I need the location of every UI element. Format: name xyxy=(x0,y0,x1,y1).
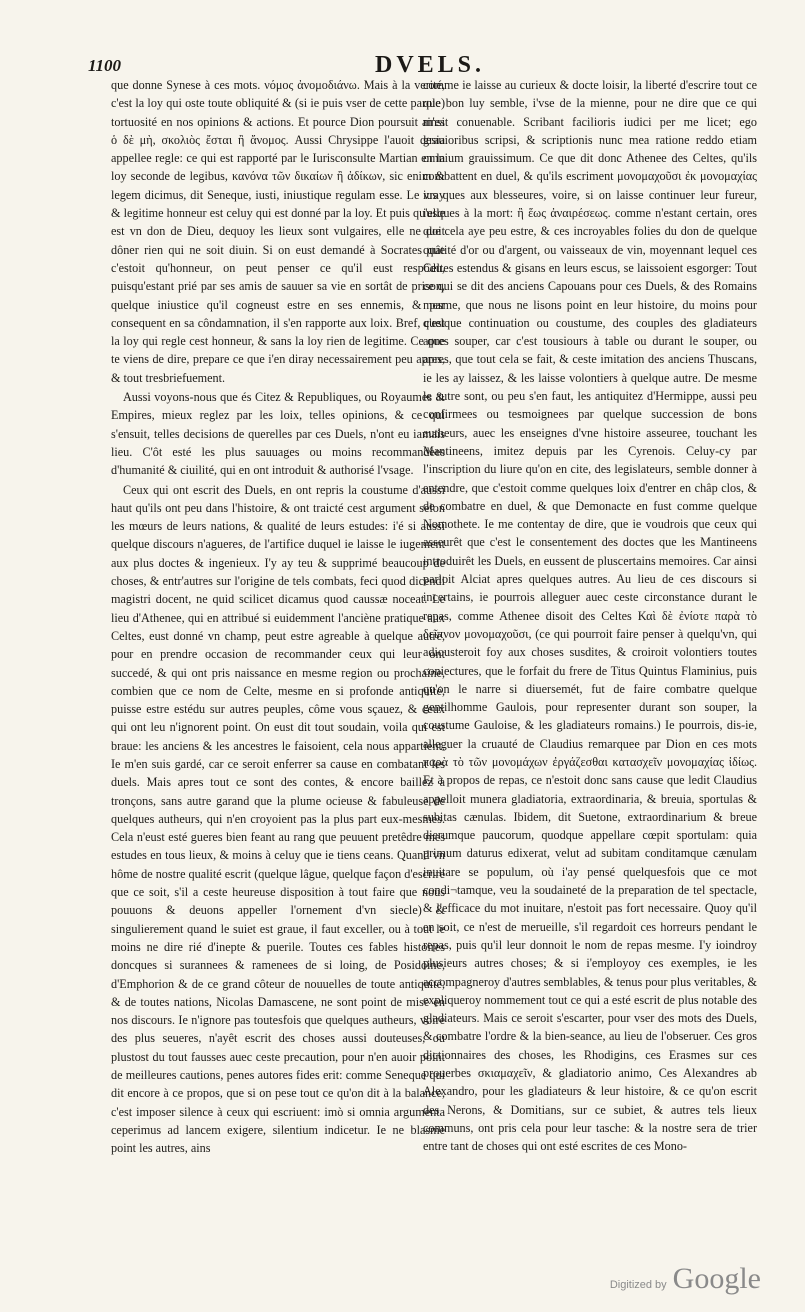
right-paragraph-1: comme ie laisse au curieux & docte loisir, la liberté d'escrire tout ce que bon luy semble, i'vse de la mienne, pour ne dire que ce qui m'est conuenable. Scribant facilioris iudici per me licet; ego grauioribus scripsi, & scriptionis nunc mea ratione reddo etiam omnium grauissimum. Ce que dit donc Athenee des Celtes, qu'ils combattent en duel, & qu'ils escriment μονομαχοῦσι ἐκ μονομαχίας ius ques aux blesseures, voire, si on laisse continuer leur fureur, iusques à la mort: ἢ ἕως ἀναιρέσεως. comme n'estant certain, ores que cela aye peu estre, & ces incroyables folies du don de quelque quâtité d'or ou d'argent, ou vaisseaux de vin, moyennant lequel ces Celtes estendus & gisans en leurs escus, se laissoient esgorger: Tout ce qui se dit des anciens Capouans pour ces Duels, & des Romains mesme, que nous ne lisons point en leur histoire, du moins pour quelque continuation ou coustume, des couples des gladiateurs apres souper, car c'est tousiours à table ou durant le souper, ou apres, que tout cela se fait, & ceste imitation des anciens Thuscans, ie les ay laissez, & les laisse volontiers à quelque autre. De mesme le autre sont, ou peu s'en faut, les antiquitez d'Hermippe, aussi peu confirmees ou tesmoignees par quelque succession de bons autheurs, auec les enseignes d'vne histoire asseuree, touchant les Mantineens, imitez depuis par les Cyrenois. Celuy-cy par l'inscription du liure qu'on en cite, des legislateurs, semble donner à entendre, que c'estoit comme quelques loix d'entrer en châp clos, & de combatre en duel, & que Demonacte en fust comme quelque Nomothete. Ie me contentay de dire, que ie voudrois que ceux qui asseurêt que c'est le consentement des doctes que les Mantineens introduirêt les Duels, en eussent de pluscertains memoires. Car ainsi parloit Alciat apres quelques autres. Au lieu de ces discours si incertains, ie pourrois alleguer auec ceste circonstance durant le repas, comme Athenee disoit des Celtes Καὶ δὲ ἐνίοτε παρὰ τὸ δεῖπνον μονομαχοῦσι, (ce qui pourroit faire penser à quelqu'vn, qui adiousteroit foy aux choses susdites, & croiroit volontiers toutes coniectures, que le forfait du frere de Titus Quintus Flaminius, puis qu'on le narre si diuersemét, fut de faire combatre quelque gentilhomme Gaulois, pour representer durant son souper, la coustume Gauloise, & les gladiateurs romains.) Ie pourrois, dis-ie, alleguer la cruauté de Claudius remarquee par Dion en ces mots παρὰ τὸ τῶν μονομάχων ἐργάζεσθαι κατασχεῖν μονομαχίας ἰδίως. Et à propos de repas, ce n'estoit donc sans cause que ledit Claudius appelloit munera gladiatoria, extraordinaria, & breuia, sportulas & subitas cænulas. Ibidem, dit Suetone, extraordinarium & breue dierumque paucorum, quodque appellare cœpit sportulam: quia primum daturus edixerat, velut ad subitam conditamque cænulam inuitare se populum, où i'ay pensé quelquesfois que ce mot condi¬tamque, veu la soudaineté de la preparation de tel spectacle, & l'efficace du mot inuitare, n'estoit pas fort necessaire. Quoy qu'il en soit, ce n'est de merueille, s'il regardoit ces horreurs pendant le repas, puis qu'il leur donnoit le nom de repas mesme. I'y ioindroy plusieurs autres choses; & si i'employoy ces exemples, ie les accompagneroy d'autres semblables, & tenus pour plus veritables, & expliqueroy nommement tout ce qui a esté escrit de plus notable des gladiateurs. Mais ce seroit s'escarter, pour vser des mots des Duels, & combatre l'ordre & la bien-seance, au lieu de l'obseruer. Ces gros dictionnaires des choses, les Rhodigins, ces Erasmes sur ces prouerbes σκιαμαχεῖν, & gladiatorio animo, Ces Alexandres ab Alexandro, pour les gladiateurs & leur histoire, & ce qu'on escrit des Nerons, & Domitians, sur ce subiet, & autres tels lieux communs, ont pris cela pour leur tasche: & la nostre sera de trier entre tant de choses qui ont esté escrites de ces Mono- xyxy=(423,78,757,1154)
page-number: 1100 xyxy=(88,56,122,75)
left-paragraph-1: que donne Synese à ces mots. νόμος ἀνομοδιάνω. Mais à la verité, c'est la loy qui oste toute obliquité & (si ie puis vser de cette parole) tortuosité en nos opinions & actions. Et pource Dion poursuit ainsi ὁ δὲ μὴ, σκολιὸς ἔσται ἢ ἄνομος. Aussi Chrysippe l'auoit desia appellee regle: ce qui est rapporté par le Iurisconsulte Martian en la loy seconde de legibus, κανόνα τῶν δικαίων ἢ ἀδίκων, sic enim & legem dicimus, dit Seneque, iusti, iniustique regulam esse. Le vray & legitime honneur est celuy qui est donné par la loy. Et puis qu'elle est vn don de Dieu, dequoy les lieux sont vulgaires, elle ne doit dôner rien qui ne soit diuin. Si on eust demandé à Socrates que c'estoit qu'honneur, on peut penser ce qu'il eust respôdu, puisqu'estant prié par ses amis de sauuer sa vie en sortât de prison, quelque iniustice qu'il cogneust estre en ses ennemis, & par consequent en sa côndamnation, il s'en rapporte aux loix. Bref, c'est la loy qui regle cest honneur, & sans la loy rien de legitime. Ce que te viens de dire, prepare ce que i'en diray necessairement peu apres, & tout tresbriefuement. xyxy=(111,78,445,385)
google-logo: Google xyxy=(672,1262,761,1295)
left-paragraph-2: Aussi voyons-nous que és Citez & Republiques, ou Royaumes & Empires, mieux reglez par les loix, telles opinions, & ce qui s'ensuit, telles decisions de querelles par ces Duels, n'ont eu iamais lieu. C'ôt esté les plus sauuages ou moins recommandees d'humanité & ciuilité, qui en ont introduit & authorisé l'vsage. xyxy=(111,390,445,478)
running-title: DVELS. xyxy=(375,52,486,78)
watermark-prefix: Digitized by xyxy=(609,1279,667,1291)
left-paragraph-3: Ceux qui ont escrit des Duels, en ont repris la coustume d'aussi haut qu'ils ont peu dans l'histoire, & ont traicté cest argument selon les mœurs de leurs nations, & qualité de leurs estudes: i'é si aussi quelque discours n'agueres, de l'artifice duquel ie laisse le iugement aux plus doctes & ingenieux. I'y ay teu & supprimé beaucoup de choses, & entr'autres sur l'origine de tels combats, feci quod dicendi magistri docent, ne quid scilicet dicamus quod caussæ noceat. Le lieu d'Athenee, qui en attribué si euidemment l'anciène pratique aux Celtes, eust donné vn champ, peut estre agreable à quelque autre, pour en prendre occasion de recommander ceux qui leur ont succedé, & qui ont pris naissance en mesme region ou prochaine, combien que ce nom de Celte, mesme en si profonde antiquité, puisse estre estédu sur autres peuples, côme vous sçauez, & ceux qui ont leu n'ignorent point. On eust dit tout soudain, voila qui est braue: les anciens & les ancestres le faisoient, cela nous appartient. Ie m'en suis gardé, car ce seroit enferrer sa cause en combatant les duels. Mais apres tout ce sont des contes, & encore baillez à tronçons, sans autre garand que la plume ocieuse & fabuleuse de quelques autheurs, qui n'en croyoient pas la plus part eux-mesmes. Cela n'eust esté gueres bien feant au rang que peuuent pretêdre mes estudes en tous lieux, & moins à celuy que ie tiens ceans. Quand vn hôme de nostre qualité escrit (quelque lâgue, quelque façon d'escrire que ce soit, s'il a ceste heureuse disposition à tout faire que nous pouuons & deuons appeller l'ornement d'vn siecle) & singulierement quand le suiet est graue, il faut exceller, ou à tout le moins ne dire rié d'inepte & puerile. Toutes ces fables histoires doncques si surannees & ramenees de si loing, de Posidoine, d'Emphorion & de ce grand côteur de nouuelles de toute antiquité, & de toutes nations, Nicolas Damascene, ne sont point de mise en nos discours. Ie n'ignore pas toutesfois que quelques autheurs, voire des plus seueres, n'ayêt escrit des choses aussi douteuses, ou plustost du tout fausses auec ceste precaution, pour n'en auoir point de meilleures cautions, penes autores fides erit: comme Seneque qui dit encore à ce propos, que si on pese tout ce qu'on dit à la balance, c'est imposer silence à ceux qui escriuent: imò si omnia argumenta ceperimus ad lancem exigere, silentium indicetur. Ie ne blasme point les autres, ains xyxy=(111,482,445,1156)
google-watermark xyxy=(610,1262,761,1296)
right-column xyxy=(423,76,757,1156)
left-column xyxy=(111,76,445,1158)
